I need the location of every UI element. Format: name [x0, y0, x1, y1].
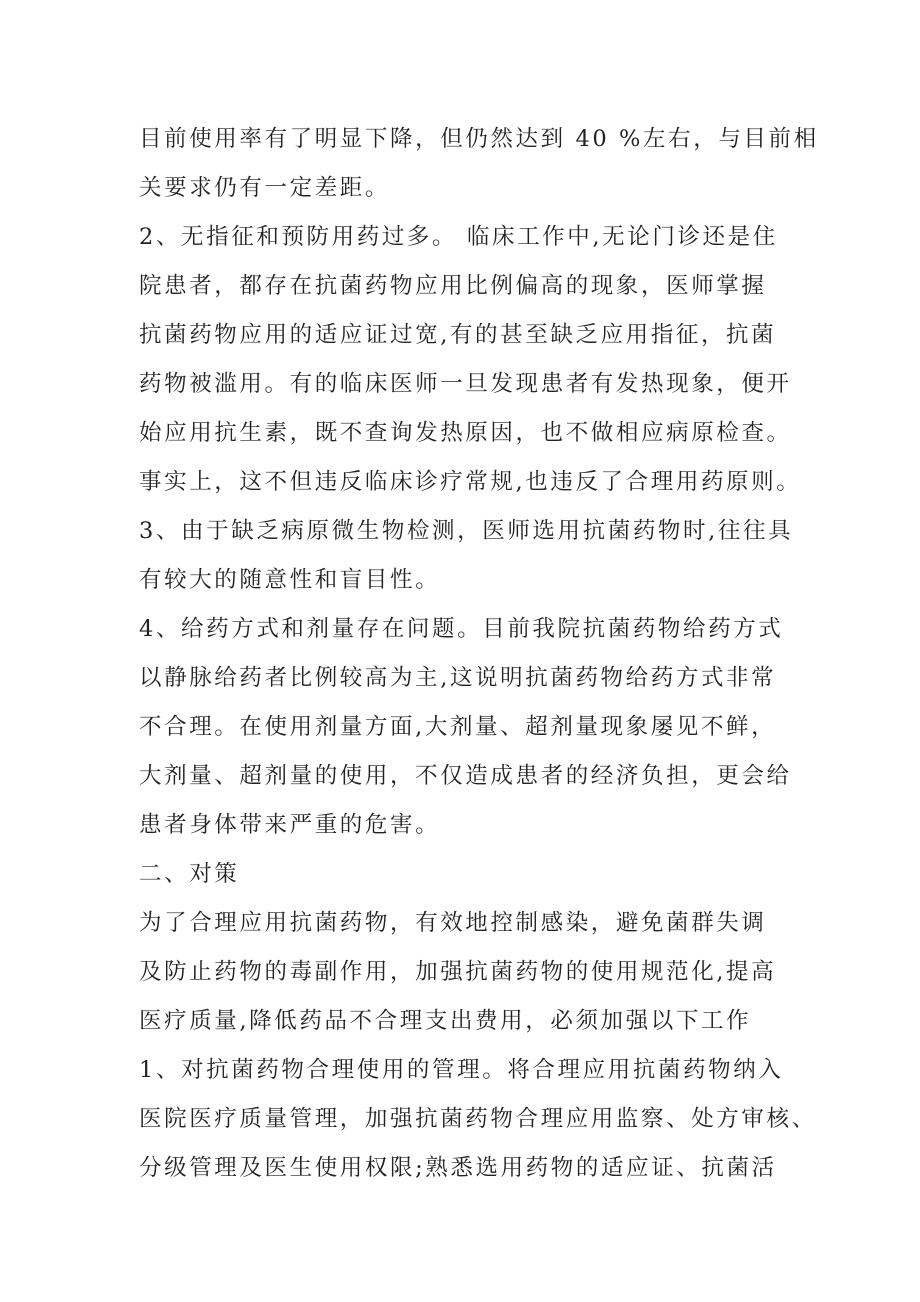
text-line: 及防止药物的毒副作用，加强抗菌药物的使用规范化,提高	[139, 959, 777, 985]
text-line: 事实上，这不但违反临床诊疗常规,也违反了合理用药原则。	[139, 469, 802, 495]
text-line: 始应用抗生素，既不查询发热原因，也不做相应病原检查。	[139, 420, 792, 446]
document-body	[139, 115, 819, 1193]
text-line: 医院医疗质量管理，加强抗菌药物合理应用监察、处方审核、	[139, 1106, 817, 1132]
text-line: 院患者，都存在抗菌药物应用比例偏高的现象，医师掌握	[139, 273, 767, 299]
text-line: 2、无指征和预防用药过多。 临床工作中,无论门诊还是住	[139, 224, 778, 250]
text-line: 关要求仍有一定差距。	[139, 175, 391, 201]
text-line: 大剂量、超剂量的使用，不仅造成患者的经济负担，更会给	[139, 763, 792, 789]
text-line: 为了合理应用抗菌药物，有效地控制感染，避免菌群失调	[139, 910, 767, 936]
section-heading: 二、对策	[139, 861, 240, 887]
text-line: 有较大的随意性和盲目性。	[139, 567, 441, 593]
text-line: 药物被滥用。有的临床医师一旦发现患者有发热现象，便开	[139, 371, 792, 397]
text-line: 目前使用率有了明显下降，但仍然达到 40 %左右，与目前相	[139, 126, 819, 152]
text-line: 抗菌药物应用的适应证过宽,有的甚至缺乏应用指征，抗菌	[139, 322, 777, 348]
text-line: 以静脉给药者比例较高为主,这说明抗菌药物给药方式非常	[139, 665, 777, 691]
text-line: 4、给药方式和剂量存在问题。目前我院抗菌药物给药方式	[139, 616, 784, 642]
text-line: 1、对抗菌药物合理使用的管理。将合理应用抗菌药物纳入	[139, 1057, 784, 1083]
text-line: 不合理。在使用剂量方面,大剂量、超剂量现象屡见不鲜，	[139, 714, 777, 740]
text-line: 3、由于缺乏病原微生物检测，医师选用抗菌药物时,往往具	[139, 518, 794, 544]
text-line: 患者身体带来严重的危害。	[139, 812, 441, 838]
text-line: 医疗质量,降低药品不合理支出费用，必须加强以下工作	[139, 1008, 752, 1034]
text-line: 分级管理及医生使用权限;熟悉选用药物的适应证、抗菌活	[139, 1155, 777, 1181]
